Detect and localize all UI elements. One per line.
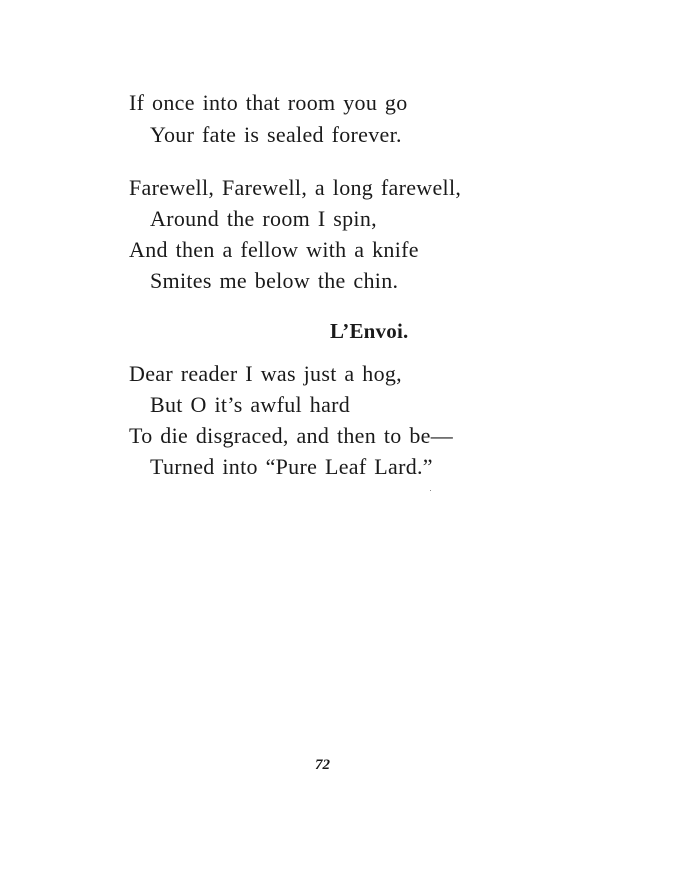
poem-line: To die disgraced, and then to be—	[129, 423, 453, 448]
poem-line: Dear reader I was just a hog,	[129, 361, 402, 386]
envoi-heading: L’Envoi.	[330, 319, 409, 343]
poem-line: Around the room I spin,	[150, 206, 377, 231]
poem-line: But O it’s awful hard	[150, 392, 351, 417]
page-number: 72	[315, 757, 330, 773]
poem-line: And then a fellow with a knife	[129, 237, 419, 262]
poem-line: Farewell, Farewell, a long farewell,	[129, 175, 462, 200]
print-speck	[430, 490, 431, 491]
poem-line: Your fate is sealed forever.	[150, 122, 402, 147]
poem-line: Turned into “Pure Leaf Lard.”	[150, 454, 433, 479]
poem-line: If once into that room you go	[129, 90, 408, 115]
poem-line: Smites me below the chin.	[150, 268, 399, 293]
